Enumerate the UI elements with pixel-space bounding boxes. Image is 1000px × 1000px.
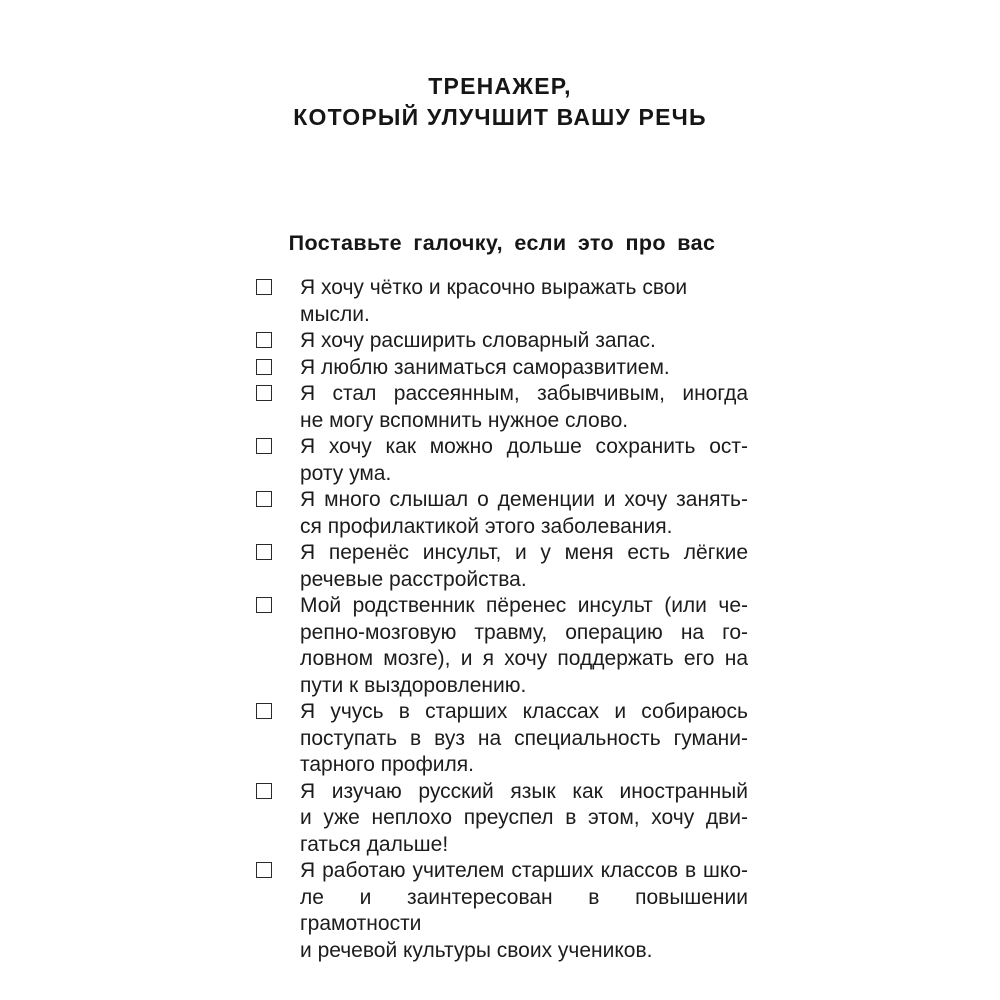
text-line: ся профилактикой этого заболевания. [300,514,673,538]
checklist-item [256,487,748,540]
checklist-item-text [300,699,748,779]
checklist-item-text [300,328,748,355]
checklist-item-text [300,593,748,699]
text-line: Я хочу чётко и красочно выражать свои мысли. [300,276,688,326]
checkbox[interactable] [256,438,272,454]
checklist-item-text [300,434,748,487]
checklist-item [256,275,748,328]
checkbox[interactable] [256,703,272,719]
checkbox[interactable] [256,279,272,295]
checklist-item [256,779,748,859]
text-line: ле и заинтересован в повышении грамотности [300,885,748,935]
checklist-item [256,593,748,699]
checkbox[interactable] [256,597,272,613]
checkbox[interactable] [256,862,272,878]
text-line: пути к выздоровлению. [300,673,527,697]
checklist-item [256,328,748,355]
checkbox[interactable] [256,385,272,401]
text-line: тарного профиля. [300,753,474,776]
text-line: Я работаю учителем старших классов в шко- [300,859,748,882]
text-line: Я стал рассеянным, забывчивым, иногда [300,382,748,405]
checklist [256,275,748,964]
text-line: поступать в вуз на специальность гумани- [300,726,748,750]
text-line: речевые расстройства. [300,567,527,591]
text-line: репно-мозговую травму, операцию на го- [300,620,748,644]
title-line-1: ТРЕНАЖЕР, [428,73,572,99]
checkbox[interactable] [256,544,272,560]
text-line: Я много слышал о деменции и хочу занять- [300,488,748,511]
checklist-item-text [300,487,748,540]
checklist-item-text [300,381,748,434]
checklist-item-text [300,858,748,964]
text-line: Я хочу расширить словарный запас. [300,329,656,352]
title-line-2: КОТОРЫЙ УЛУЧШИТ ВАШУ РЕЧЬ [293,104,707,130]
text-line: Я люблю заниматься саморазвитием. [300,355,670,379]
checklist-item-text [300,779,748,859]
checkbox[interactable] [256,491,272,507]
checklist-item [256,434,748,487]
text-line: ловном мозге), и я хочу поддержать его на [300,647,748,670]
checklist-item [256,540,748,593]
text-line: Я перенёс инсульт, и у меня есть лёгкие [300,541,748,564]
checklist-item [256,699,748,779]
page-title [0,71,1000,133]
text-line: и уже неплохо преуспел в этом, хочу дви- [300,806,748,829]
checklist-item-text [300,540,748,593]
text-line: и речевой культуры своих учеников. [300,938,653,962]
text-line: гаться дальше! [300,832,449,856]
checkbox[interactable] [256,359,272,375]
checklist-item [256,381,748,434]
text-line: Мой родственник пёренес инсульт (или че- [300,594,748,617]
checklist-heading: Поставьте галочку, если это про вас [288,231,716,255]
text-line: Я хочу как можно дольше сохранить ост- [300,435,748,458]
checklist-item-text [300,355,748,382]
checklist-item [256,858,748,964]
checklist-item [256,355,748,382]
checkbox[interactable] [256,332,272,348]
checklist-item-text [300,275,748,328]
checkbox[interactable] [256,783,272,799]
text-line: Я изучаю русский язык как иностранный [300,779,748,803]
text-line: не могу вспомнить нужное слово. [300,408,629,432]
text-line: Я учусь в старших классах и собираюсь [300,700,748,723]
text-line: роту ума. [300,461,392,485]
